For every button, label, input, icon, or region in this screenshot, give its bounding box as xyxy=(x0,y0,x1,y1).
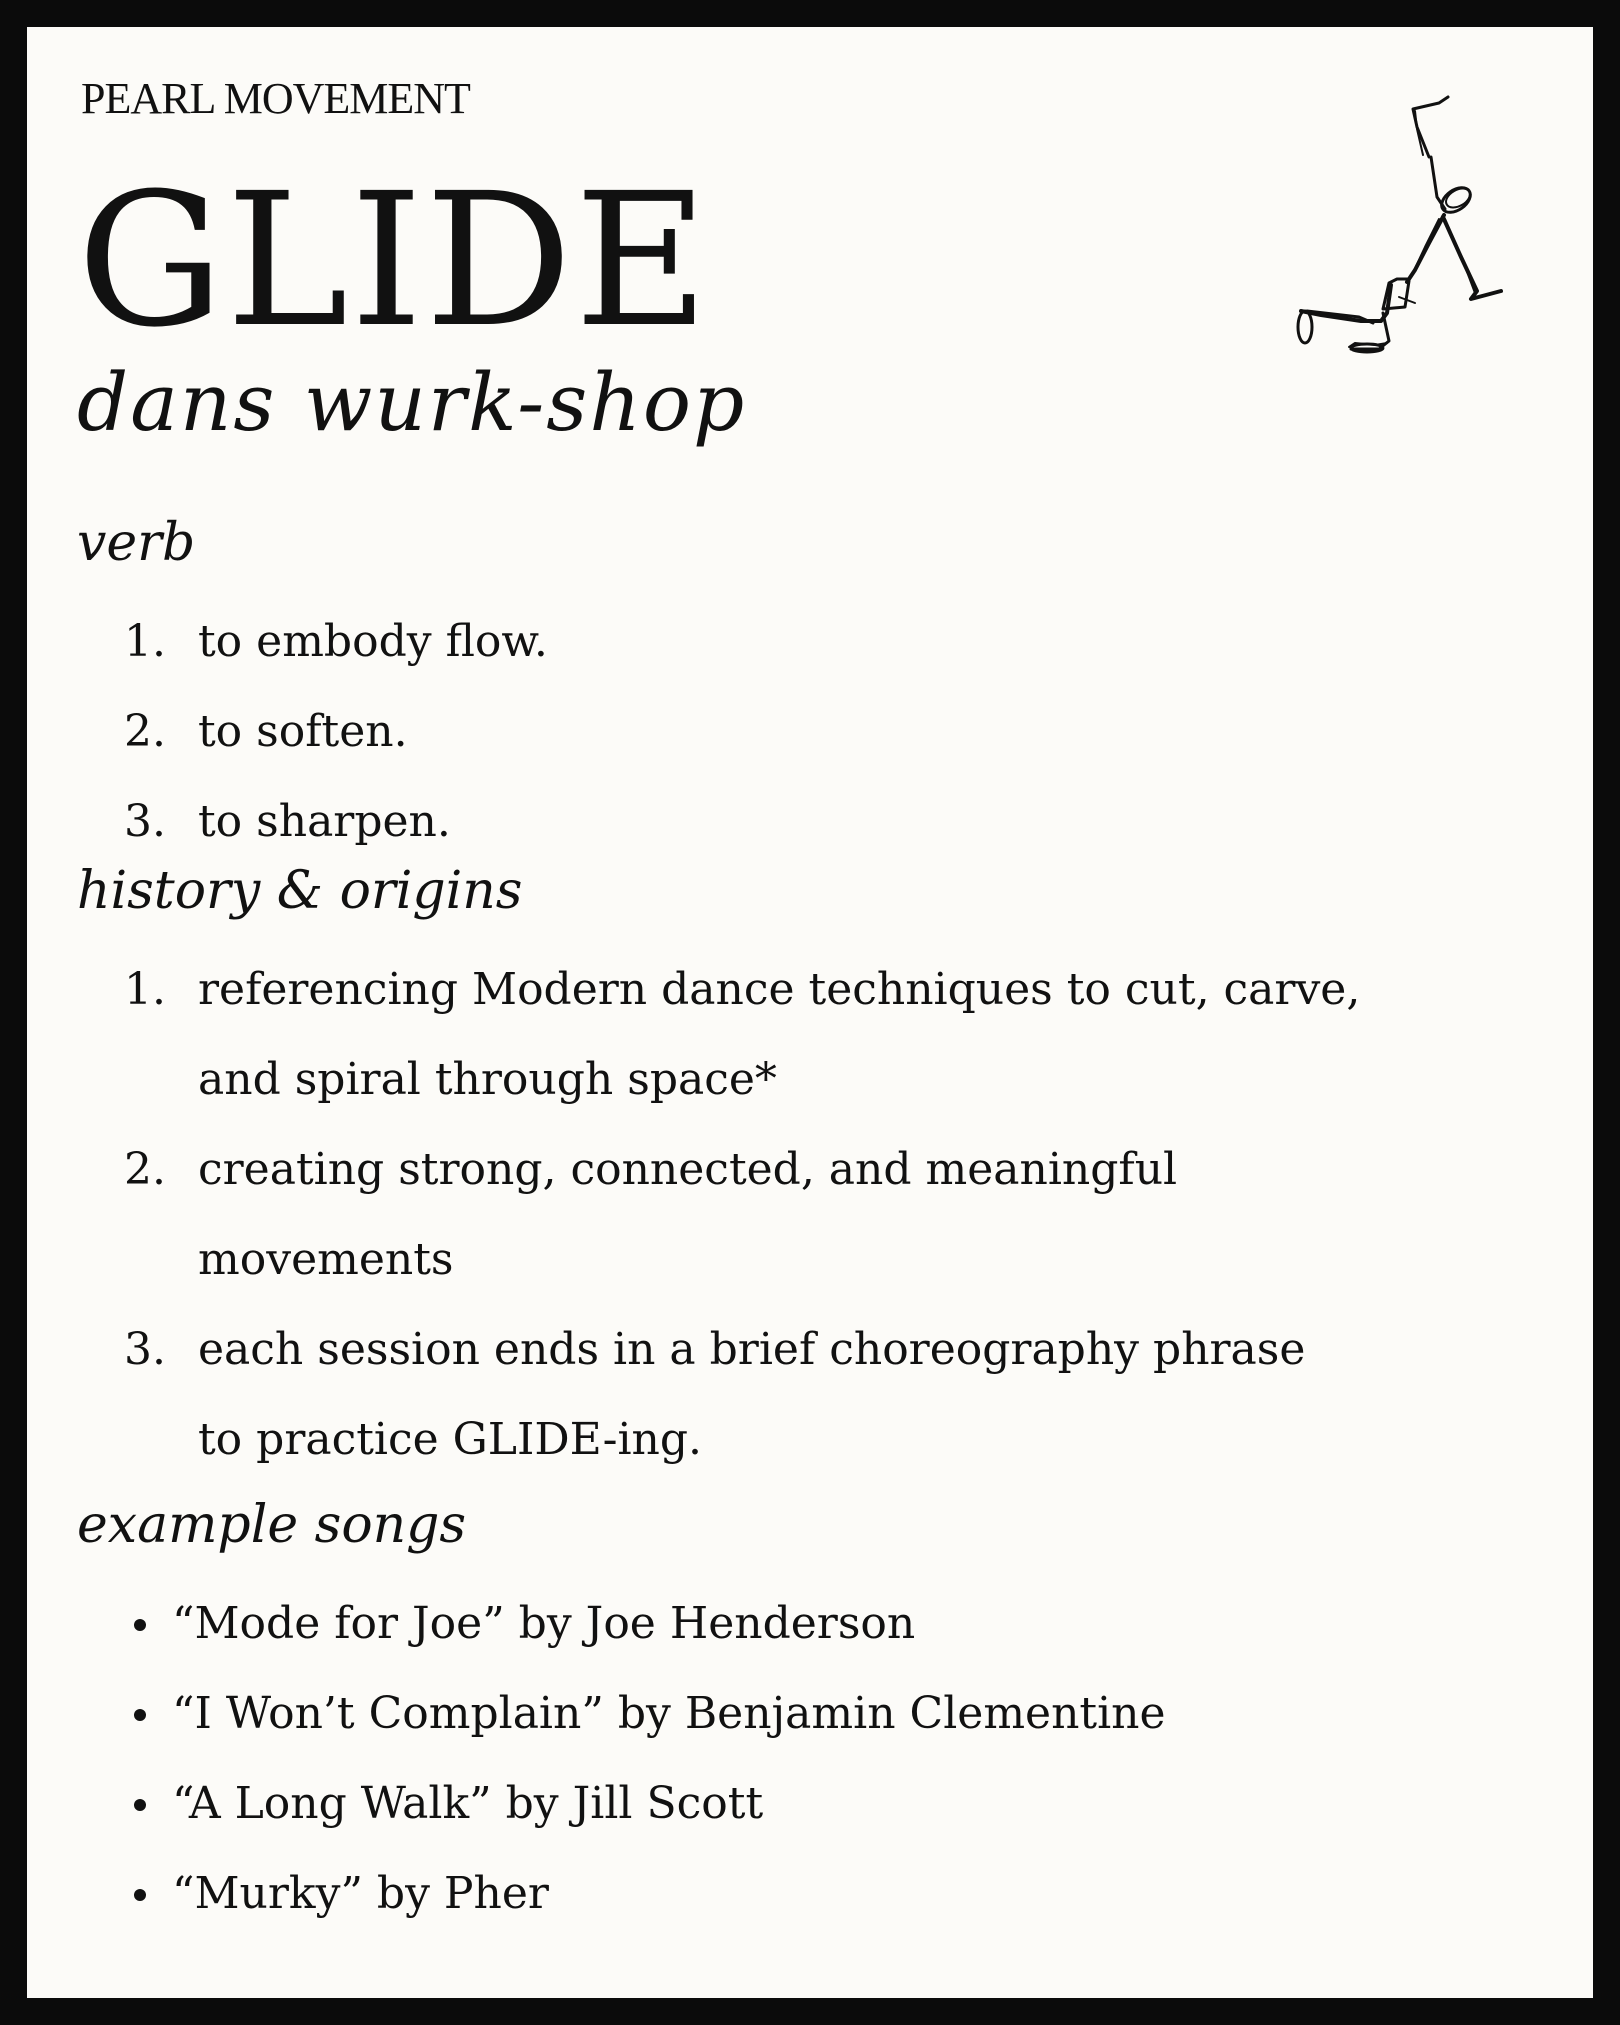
song-text: “I Won’t Complain” by Benjamin Clementine xyxy=(172,1688,1166,1739)
songs-heading: example songs xyxy=(77,1495,467,1555)
song-text: “Murky” by Pher xyxy=(172,1868,549,1919)
list-text: to soften. xyxy=(198,706,408,757)
bullet-icon xyxy=(134,1709,146,1721)
list-number: 2. xyxy=(124,706,166,757)
definition-content xyxy=(77,513,1567,1939)
list-text: to sharpen. xyxy=(198,796,451,847)
list-item xyxy=(77,777,1567,867)
song-text: “Mode for Joe” by Joe Henderson xyxy=(172,1598,916,1649)
list-number: 2. xyxy=(124,1144,166,1195)
songs-list xyxy=(77,1579,1567,1939)
bullet-icon xyxy=(134,1799,146,1811)
list-item xyxy=(77,945,1567,1125)
list-item xyxy=(77,597,1567,687)
list-number: 1. xyxy=(124,964,166,1015)
verb-heading: verb xyxy=(77,513,196,573)
list-text: to embody flow. xyxy=(198,616,548,667)
page-subtitle: dans wurk-shop xyxy=(77,356,747,449)
verb-section xyxy=(77,513,1567,867)
bullet-icon xyxy=(134,1889,146,1901)
list-text-line: creating strong, connected, and meaningful xyxy=(198,1144,1178,1195)
poster-card xyxy=(27,27,1593,1998)
history-heading: history & origins xyxy=(77,861,523,921)
list-text-line: and spiral through space* xyxy=(198,1054,777,1105)
list-item xyxy=(77,1125,1567,1305)
list-text-line: to practice GLIDE-ing. xyxy=(198,1414,703,1465)
song-item xyxy=(77,1669,1567,1759)
page-title: GLIDE xyxy=(77,154,711,368)
song-text: “A Long Walk” by Jill Scott xyxy=(172,1778,764,1829)
list-text-line: movements xyxy=(198,1234,454,1285)
list-item xyxy=(77,687,1567,777)
list-number: 1. xyxy=(124,616,166,667)
song-item xyxy=(77,1849,1567,1939)
list-number: 3. xyxy=(124,1324,166,1375)
song-item xyxy=(77,1759,1567,1849)
history-list xyxy=(77,945,1567,1485)
list-item xyxy=(77,1305,1567,1485)
list-number: 3. xyxy=(124,796,166,847)
brand-name: PEARL MOVEMENT xyxy=(81,74,470,123)
list-text-line: each session ends in a brief choreography phrase xyxy=(198,1324,1306,1375)
list-text-line: referencing Modern dance techniques to cut, carve, xyxy=(198,964,1361,1015)
dancer-stick-figure-icon xyxy=(1239,67,1519,377)
songs-section xyxy=(77,1495,1567,1939)
verb-list xyxy=(77,597,1567,867)
bullet-icon xyxy=(134,1619,146,1631)
history-section xyxy=(77,861,1567,1485)
song-item xyxy=(77,1579,1567,1669)
